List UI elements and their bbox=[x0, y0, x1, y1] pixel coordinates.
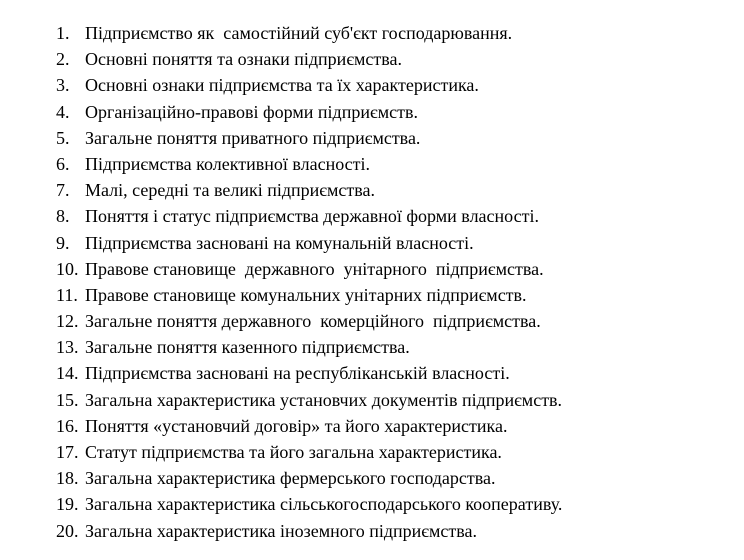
item-text: Загальна характеристика фермерського господарства. bbox=[85, 468, 496, 489]
item-number: 8. bbox=[56, 206, 70, 227]
item-text: Загальна характеристика установчих документів підприємств. bbox=[85, 389, 563, 410]
item-text: Організаційно-правові форми підприємств. bbox=[85, 101, 418, 122]
item-number: 10. bbox=[56, 258, 79, 279]
item-text: Правове становище комунальних унітарних підприємств. bbox=[85, 284, 527, 305]
list-item bbox=[56, 203, 562, 229]
item-number: 4. bbox=[56, 101, 70, 122]
item-number: 14. bbox=[56, 363, 79, 384]
item-text: Загальне поняття казенного підприємства. bbox=[85, 337, 410, 358]
item-number: 1. bbox=[56, 23, 70, 43]
item-text: Правове становище державного унітарного підприємства. bbox=[85, 258, 544, 279]
item-text: Основні ознаки підприємства та їх характеристика. bbox=[85, 75, 479, 96]
item-number: 5. bbox=[56, 127, 70, 148]
item-number: 13. bbox=[56, 337, 79, 358]
item-text: Поняття і статус підприємства державної форми власності. bbox=[85, 206, 539, 227]
list-item bbox=[56, 518, 562, 544]
item-text: Підприємство як самостійний суб'єкт господарювання. bbox=[85, 23, 513, 43]
item-text: Загальна характеристика іноземного підприємства. bbox=[85, 520, 478, 541]
list-item bbox=[56, 387, 562, 413]
list-item bbox=[56, 46, 562, 72]
item-number: 17. bbox=[56, 442, 79, 462]
item-number: 19. bbox=[56, 494, 79, 515]
item-text: Підприємства засновані на республіканській власності. bbox=[85, 363, 510, 384]
list-item bbox=[56, 125, 562, 151]
list-item bbox=[56, 20, 562, 46]
list-item bbox=[56, 334, 562, 360]
item-number: 2. bbox=[56, 49, 70, 70]
item-number: 9. bbox=[56, 232, 70, 253]
item-number: 20. bbox=[56, 520, 79, 541]
list-item bbox=[56, 308, 562, 334]
list-item bbox=[56, 177, 562, 203]
item-number: 12. bbox=[56, 311, 79, 332]
list-item bbox=[56, 491, 562, 517]
list-item bbox=[56, 72, 562, 98]
item-number: 18. bbox=[56, 468, 79, 489]
list-item bbox=[56, 465, 562, 491]
list-item bbox=[56, 99, 562, 125]
item-number: 15. bbox=[56, 389, 79, 410]
item-number: 7. bbox=[56, 180, 70, 201]
item-text: Поняття «установчий договір» та його характеристика. bbox=[85, 415, 508, 436]
item-text: Статут підприємства та його загальна характеристика. bbox=[85, 442, 502, 462]
item-text: Загальне поняття приватного підприємства. bbox=[85, 127, 421, 148]
list-item bbox=[56, 151, 562, 177]
item-number: 6. bbox=[56, 153, 70, 174]
item-text: Підприємства колективної власності. bbox=[85, 153, 371, 174]
item-text: Основні поняття та ознаки підприємства. bbox=[85, 49, 403, 70]
item-number: 11. bbox=[56, 284, 78, 305]
list-item bbox=[56, 256, 562, 282]
item-text: Загальне поняття державного комерційного підприємства. bbox=[85, 311, 541, 332]
list-item bbox=[56, 230, 562, 256]
item-number: 16. bbox=[56, 415, 79, 436]
list-item bbox=[56, 413, 562, 439]
list-item bbox=[56, 360, 562, 386]
item-text: Малі, середні та великі підприємства. bbox=[85, 180, 375, 201]
list-item bbox=[56, 282, 562, 308]
item-text: Загальна характеристика сільськогосподарського кооперативу. bbox=[85, 494, 563, 515]
item-number: 3. bbox=[56, 75, 70, 96]
numbered-topic-list bbox=[56, 20, 562, 544]
item-text: Підприємства засновані на комунальній власності. bbox=[85, 232, 474, 253]
list-item bbox=[56, 439, 562, 465]
